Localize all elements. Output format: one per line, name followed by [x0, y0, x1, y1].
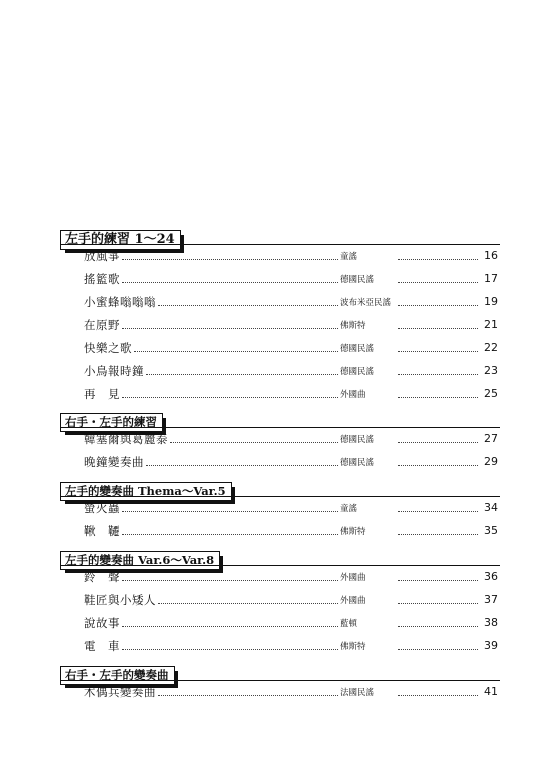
- entry-title: 在原野: [84, 318, 120, 332]
- leader-dots: [146, 465, 338, 466]
- leader-dots: [122, 397, 338, 398]
- entry-page: 27: [484, 432, 498, 445]
- entry-composer: 德國民謠: [340, 344, 375, 354]
- section-heading: 左手的變奏曲 Thema～Var.5: [60, 482, 232, 501]
- entry-composer: 佛斯特: [340, 642, 366, 652]
- entry-title: 說故事: [84, 616, 120, 630]
- entry-page: 36: [484, 570, 498, 583]
- toc-entry[interactable]: [84, 452, 498, 469]
- entry-title: 螢火蟲: [84, 501, 120, 515]
- toc-entry[interactable]: [84, 429, 498, 446]
- leader-dots: [398, 603, 478, 604]
- toc-entry[interactable]: [84, 315, 498, 332]
- section-rule: [60, 680, 500, 681]
- toc-entry[interactable]: [84, 498, 498, 515]
- entry-composer: 佛斯特: [340, 527, 366, 537]
- toc-entry[interactable]: [84, 338, 498, 355]
- leader-dots: [398, 305, 478, 306]
- leader-dots: [146, 374, 338, 375]
- section-heading: 左手的變奏曲 Var.6～Var.8: [60, 551, 220, 570]
- leader-dots: [122, 580, 338, 581]
- toc-entry[interactable]: [84, 636, 498, 653]
- entry-title: 放風箏: [84, 249, 120, 263]
- entry-page: 41: [484, 685, 498, 698]
- entry-title: 小鳥報時鐘: [84, 364, 144, 378]
- leader-dots: [398, 626, 478, 627]
- entry-composer: 外國曲: [340, 390, 366, 400]
- entry-composer: 德國民謠: [340, 367, 375, 377]
- leader-dots: [122, 534, 338, 535]
- leader-dots: [158, 305, 338, 306]
- entry-composer: 佛斯特: [340, 321, 366, 331]
- leader-dots: [134, 351, 338, 352]
- entry-page: 38: [484, 616, 498, 629]
- toc-entry[interactable]: [84, 613, 498, 630]
- entry-page: 22: [484, 341, 498, 354]
- entry-composer: 外國曲: [340, 596, 366, 606]
- entry-title: 小蜜蜂嗡嗡嗡: [84, 295, 156, 309]
- toc-entry[interactable]: [84, 521, 498, 538]
- leader-dots: [398, 374, 478, 375]
- entry-composer: 德國民謠: [340, 458, 375, 468]
- entry-composer: 童謠: [340, 252, 358, 262]
- leader-dots: [398, 442, 478, 443]
- entry-page: 35: [484, 524, 498, 537]
- entry-title: 電 車: [84, 639, 120, 653]
- leader-dots: [122, 511, 338, 512]
- entry-page: 39: [484, 639, 498, 652]
- toc-entry[interactable]: [84, 246, 498, 263]
- leader-dots: [158, 603, 338, 604]
- leader-dots: [398, 580, 478, 581]
- leader-dots: [398, 282, 478, 283]
- leader-dots: [158, 695, 338, 696]
- entry-page: 17: [484, 272, 498, 285]
- leader-dots: [122, 259, 338, 260]
- leader-dots: [398, 328, 478, 329]
- entry-title: 再 見: [84, 387, 120, 401]
- leader-dots: [398, 511, 478, 512]
- leader-dots: [122, 328, 338, 329]
- entry-page: 23: [484, 364, 498, 377]
- entry-page: 34: [484, 501, 498, 514]
- leader-dots: [398, 649, 478, 650]
- entry-title: 木偶兵變奏曲: [84, 685, 156, 699]
- leader-dots: [122, 626, 338, 627]
- leader-dots: [398, 351, 478, 352]
- toc-entry[interactable]: [84, 384, 498, 401]
- entry-title: 快樂之歌: [84, 341, 132, 355]
- leader-dots: [122, 282, 338, 283]
- entry-title: 鞋匠與小矮人: [84, 593, 156, 607]
- section-heading: 左手的練習 1～24: [60, 230, 181, 250]
- entry-composer: 藍頓: [340, 619, 358, 629]
- section-rule: [60, 244, 500, 245]
- toc-entry[interactable]: [84, 269, 498, 286]
- entry-composer: 外國曲: [340, 573, 366, 583]
- entry-page: 37: [484, 593, 498, 606]
- toc-entry[interactable]: [84, 292, 498, 309]
- entry-title: 晚鐘變奏曲: [84, 455, 144, 469]
- entry-composer: 童謠: [340, 504, 358, 514]
- entry-title: 搖籃歌: [84, 272, 120, 286]
- section-heading: 右手・左手的練習: [60, 413, 163, 432]
- toc-entry[interactable]: [84, 567, 498, 584]
- entry-composer: 法國民謠: [340, 688, 375, 698]
- entry-composer: 波布米亞民謠: [340, 298, 392, 308]
- entry-page: 25: [484, 387, 498, 400]
- leader-dots: [398, 695, 478, 696]
- leader-dots: [398, 397, 478, 398]
- section-rule: [60, 565, 500, 566]
- toc-entry[interactable]: [84, 361, 498, 378]
- leader-dots: [398, 259, 478, 260]
- toc-entry[interactable]: [84, 590, 498, 607]
- entry-composer: 德國民謠: [340, 275, 375, 285]
- leader-dots: [398, 465, 478, 466]
- entry-page: 16: [484, 249, 498, 262]
- entry-title: 韓塞爾與葛麗泰: [84, 432, 168, 446]
- section-rule: [60, 496, 500, 497]
- entry-page: 21: [484, 318, 498, 331]
- leader-dots: [398, 534, 478, 535]
- toc-entry[interactable]: [84, 682, 498, 699]
- section-rule: [60, 427, 500, 428]
- leader-dots: [122, 649, 338, 650]
- entry-page: 19: [484, 295, 498, 308]
- entry-title: 鈴 聲: [84, 570, 120, 584]
- entry-composer: 德國民謠: [340, 435, 375, 445]
- entry-title: 鞦 韆: [84, 524, 120, 538]
- leader-dots: [170, 442, 338, 443]
- section-heading: 右手・左手的變奏曲: [60, 666, 175, 685]
- entry-page: 29: [484, 455, 498, 468]
